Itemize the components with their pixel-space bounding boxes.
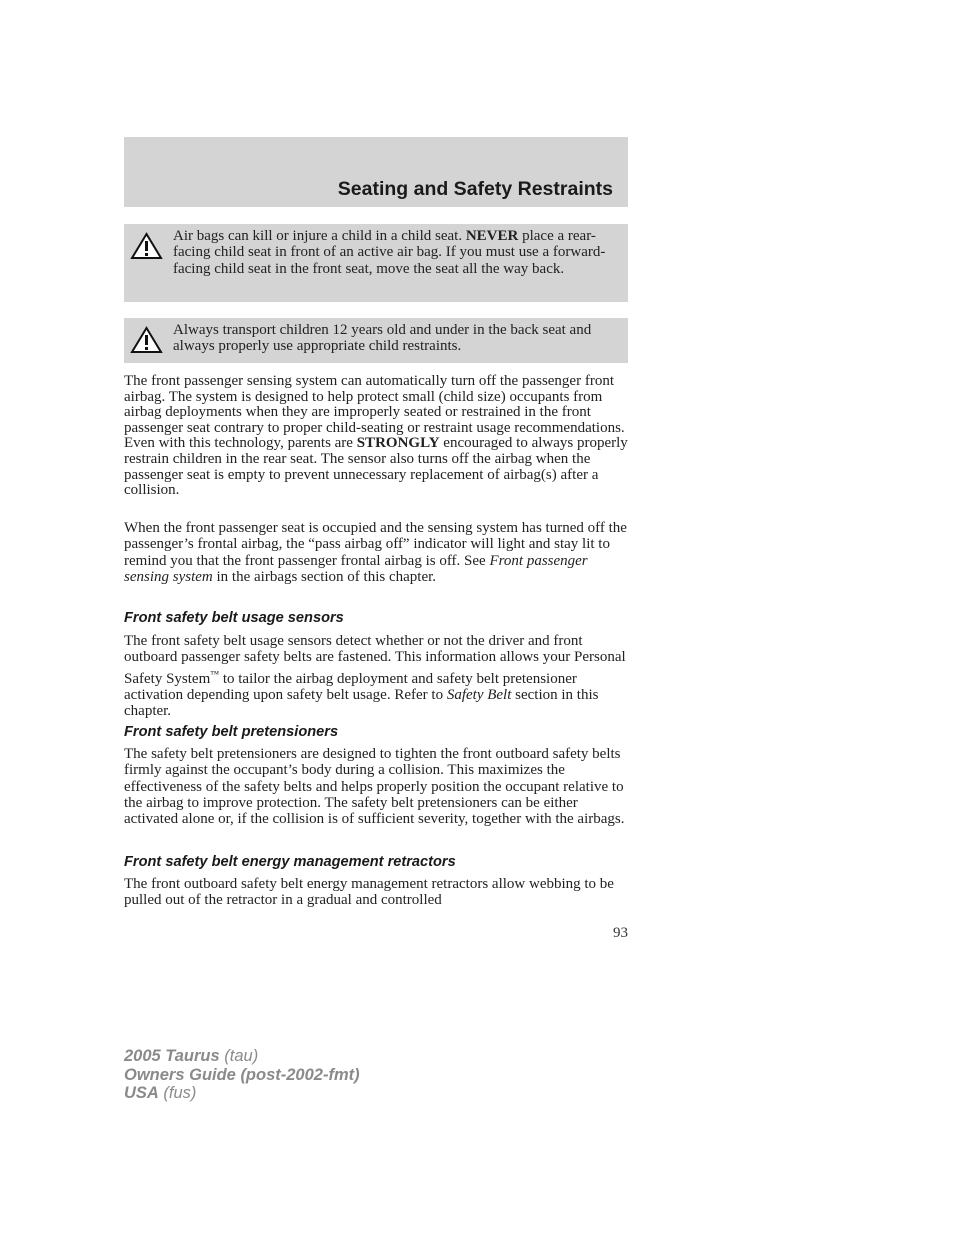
footer-line-guide (124, 1066, 360, 1085)
document-footer (124, 1047, 360, 1103)
cross-reference: Front passenger sensing system (124, 552, 588, 585)
section-header-band (124, 137, 628, 207)
section-title: Seating and Safety Restraints (337, 178, 613, 200)
warning-triangle-icon (130, 326, 163, 354)
paragraph-text: in the airbags section of this chapter. (212, 568, 437, 585)
paragraph-text: section in this chapter. (124, 686, 599, 720)
subheading-energy-retractors: Front safety belt energy management retractors (124, 854, 456, 870)
trademark-mark: ™ (210, 668, 220, 679)
paragraph-text: The front passenger sensing system can automatically turn off the passenger front airbag. The system is designed to help protect small (child size) occupants from airbag deployments when they are improperly seated or restrained in the front passenger seat contrary to proper child-seating or restraint usage recommendations. Even with this technology, parents are (124, 373, 625, 452)
warning-text-after: place a rear-facing child seat in front of an active air bag. If you must use a forward-facing child seat in the front seat, move the seat all the way back. (173, 228, 606, 277)
footer-model-code: (tau) (219, 1047, 259, 1065)
warning-text: Always transport children 12 years old and under in the back seat and always properly use appropriate child restraints. (173, 322, 592, 355)
paragraph-pretensioners: The safety belt pretensioners are designed to tighten the front outboard safety belts firmly against the occupant’s body during a collision. This maximizes the effectiveness of the safety belts and helps properly position the occupant relative to the airbag to improve protection. The safety belt pretensioners can be either activated alone or, if the collision is of sufficient severity, together with the airbags. (124, 746, 625, 828)
footer-model: 2005 Taurus (124, 1047, 220, 1065)
warning-text-before: Air bags can kill or injure a child in a child seat. (173, 228, 466, 244)
footer-market-code: (fus) (158, 1084, 197, 1102)
warning-box-children-back-seat (124, 318, 628, 363)
footer-guide: Owners Guide (post-2002-fmt) (124, 1065, 360, 1084)
subheading-pretensioners: Front safety belt pretensioners (124, 724, 339, 740)
paragraph-text: to tailor the airbag deployment and safety belt pretensioner activation depending upon safety belt usage. Refer to (124, 670, 577, 703)
paragraph-emphasis: STRONGLY (356, 435, 440, 452)
paragraph-usage-sensors (124, 633, 630, 719)
cross-reference: Safety Belt (446, 686, 512, 703)
paragraph-text: When the front passenger seat is occupied and the sensing system has turned off the passenger’s frontal airbag, the “pass airbag off” indicator will light and stay lit to remind you that the front passenger frontal airbag is off. See (124, 520, 627, 569)
paragraph-text: encouraged to always properly restrain children in the rear seat. The sensor also turns off the airbag when the passenger seat is empty to prevent unnecessary replacement of airbag(s) after a collision. (124, 435, 628, 499)
warning-box-airbag-child-seat (124, 224, 628, 302)
page-number: 93 (613, 925, 628, 941)
footer-line-market (124, 1084, 360, 1103)
paragraph-pass-airbag-off (124, 520, 630, 585)
paragraph-energy-retractors: The front outboard safety belt energy management retractors allow webbing to be pulled out of the retractor in a gradual and controlled (124, 876, 614, 909)
warning-triangle-icon (130, 232, 163, 260)
paragraph-text: The front safety belt usage sensors detect whether or not the driver and front outboard passenger safety belts are fastened. This information allows your Personal Safety System (124, 633, 626, 687)
paragraph-passenger-sensing (124, 374, 630, 499)
warning-emphasis: NEVER (465, 228, 519, 244)
subheading-usage-sensors: Front safety belt usage sensors (124, 610, 344, 626)
footer-market: USA (124, 1084, 159, 1102)
footer-line-model (124, 1047, 360, 1066)
